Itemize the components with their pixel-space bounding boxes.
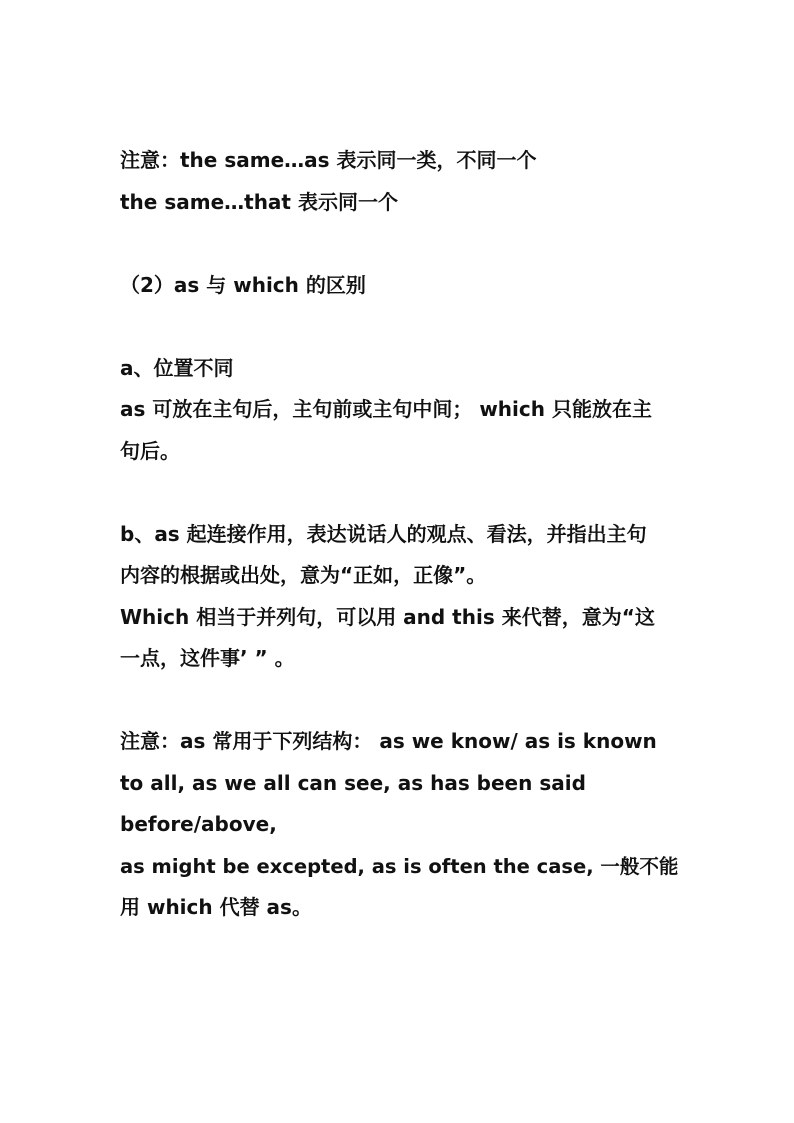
subheading-a: a、位置不同 [120, 355, 234, 380]
text-line: 句后。 [120, 438, 180, 463]
text-line: as 可放在主句后，主句前或主句中间； which 只能放在主 [120, 397, 652, 421]
text-line: the same…that 表示同一个 [120, 189, 398, 214]
note-heading-line: 注意：the same…as 表示同一类，不同一个 [120, 148, 537, 172]
subheading-b: b、as 起连接作用，表达说话人的观点、看法，并指出主句 [120, 521, 647, 546]
text-line: 用 which 代替 as。 [120, 895, 312, 919]
text-line: as might be excepted, as is often the case, 一般不能 [120, 854, 679, 878]
document-body [120, 140, 680, 929]
text-line: 内容的根据或出处，意为“正如，正像”。 [120, 563, 487, 587]
note-heading-line: 注意：as 常用于下列结构： as we know/ as is known [120, 729, 657, 753]
section-heading: （2）as 与 which 的区别 [120, 272, 366, 297]
text-line: to all, as we all can see, as has been said [120, 770, 586, 795]
text-line: Which 相当于并列句，可以用 and this 来代替，意为“这 [120, 604, 655, 629]
text-line: 一点，这件事’ ” 。 [120, 646, 295, 670]
blank-line [120, 223, 680, 265]
blank-line [120, 306, 680, 348]
blank-line [120, 472, 680, 514]
blank-line [120, 680, 680, 722]
text-line: before/above, [120, 812, 277, 836]
